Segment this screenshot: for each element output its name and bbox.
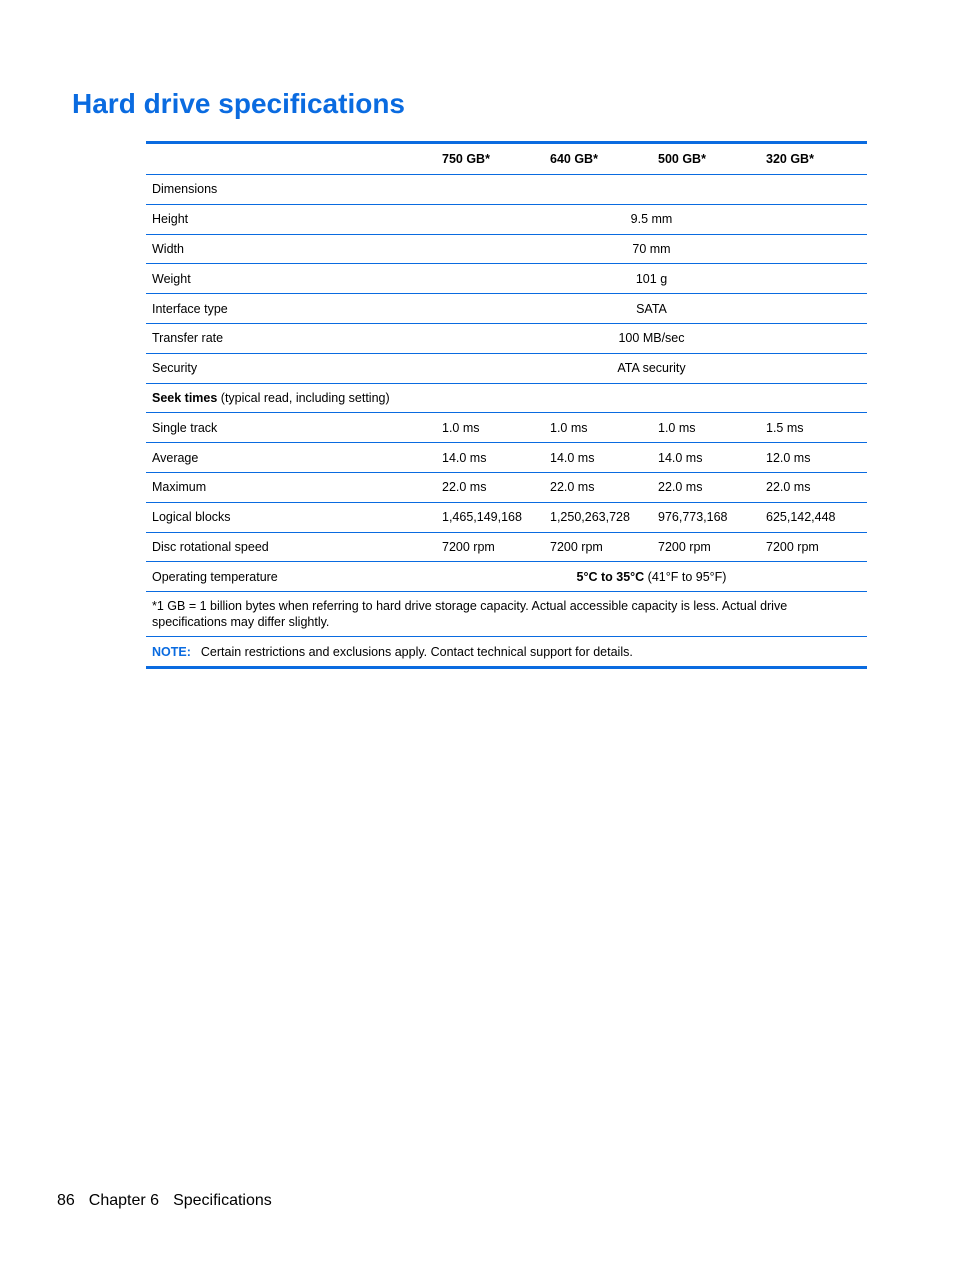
row-value [436, 562, 867, 592]
cell: 1,465,149,168 [436, 502, 544, 532]
header-row [146, 143, 867, 175]
row-value: SATA [436, 294, 867, 324]
row-label: Security [146, 353, 436, 383]
seek-sublabel: (typical read, including setting) [217, 390, 390, 405]
cell: 7200 rpm [544, 532, 652, 562]
row-label: Logical blocks [146, 502, 436, 532]
row-value: ATA security [436, 353, 867, 383]
note [146, 637, 867, 668]
seek-label: Seek times [152, 390, 218, 405]
header-cell-500gb: 500 GB* [652, 143, 760, 175]
footnote-row [146, 592, 867, 637]
row-value: 9.5 mm [436, 204, 867, 234]
table-row [146, 472, 867, 502]
row-label: Average [146, 443, 436, 473]
cell: 7200 rpm [760, 532, 867, 562]
cell: 22.0 ms [436, 472, 544, 502]
table-row [146, 234, 867, 264]
page-title: Hard drive specifications [72, 88, 406, 119]
temperature-celsius: 5°C to 35°C [576, 569, 645, 584]
section-heading-seek-times [146, 383, 867, 413]
table-row [146, 562, 867, 592]
cell: 1.5 ms [760, 413, 867, 443]
table-row [146, 353, 867, 383]
spec-table [146, 141, 867, 669]
cell: 1,250,263,728 [544, 502, 652, 532]
footer-chapter: Chapter 6 [88, 1192, 160, 1209]
cell: 976,773,168 [652, 502, 760, 532]
row-label: Disc rotational speed [146, 532, 436, 562]
cell: 22.0 ms [652, 472, 760, 502]
note-text: Certain restrictions and exclusions apply. Contact technical support for details. [200, 644, 633, 659]
footer-section: Specifications [173, 1192, 272, 1209]
cell: 7200 rpm [436, 532, 544, 562]
table-row [146, 443, 867, 473]
cell: 12.0 ms [760, 443, 867, 473]
table-row [146, 383, 867, 413]
page-number: 86 [57, 1192, 75, 1209]
row-value: 101 g [436, 264, 867, 294]
section-heading-dimensions: Dimensions [146, 175, 867, 205]
cell: 625,142,448 [760, 502, 867, 532]
row-label: Width [146, 234, 436, 264]
note-label: NOTE: [152, 644, 191, 659]
table-row [146, 502, 867, 532]
cell: 14.0 ms [544, 443, 652, 473]
row-label: Weight [146, 264, 436, 294]
row-label: Interface type [146, 294, 436, 324]
header-cell-320gb: 320 GB* [760, 143, 867, 175]
row-label: Height [146, 204, 436, 234]
cell: 14.0 ms [436, 443, 544, 473]
cell: 22.0 ms [544, 472, 652, 502]
table-row [146, 413, 867, 443]
row-label: Operating temperature [146, 562, 436, 592]
header-cell [146, 143, 436, 175]
header-cell-640gb: 640 GB* [544, 143, 652, 175]
footnote: *1 GB = 1 billion bytes when referring to hard drive storage capacity. Actual accessible capacity is less. Actual drive specifications may differ slightly. [146, 592, 867, 637]
cell: 7200 rpm [652, 532, 760, 562]
table-row [146, 204, 867, 234]
row-label: Transfer rate [146, 323, 436, 353]
cell: 14.0 ms [652, 443, 760, 473]
cell: 1.0 ms [436, 413, 544, 443]
page-footer [57, 1192, 286, 1210]
table-row [146, 175, 867, 205]
row-value: 100 MB/sec [436, 323, 867, 353]
cell: 1.0 ms [544, 413, 652, 443]
table-row [146, 532, 867, 562]
header-cell-750gb: 750 GB* [436, 143, 544, 175]
cell: 1.0 ms [652, 413, 760, 443]
table-row [146, 264, 867, 294]
row-label: Maximum [146, 472, 436, 502]
table-row [146, 323, 867, 353]
temperature-fahrenheit: (41°F to 95°F) [644, 569, 727, 584]
row-value: 70 mm [436, 234, 867, 264]
table-row [146, 294, 867, 324]
row-label: Single track [146, 413, 436, 443]
cell: 22.0 ms [760, 472, 867, 502]
note-row [146, 637, 867, 668]
